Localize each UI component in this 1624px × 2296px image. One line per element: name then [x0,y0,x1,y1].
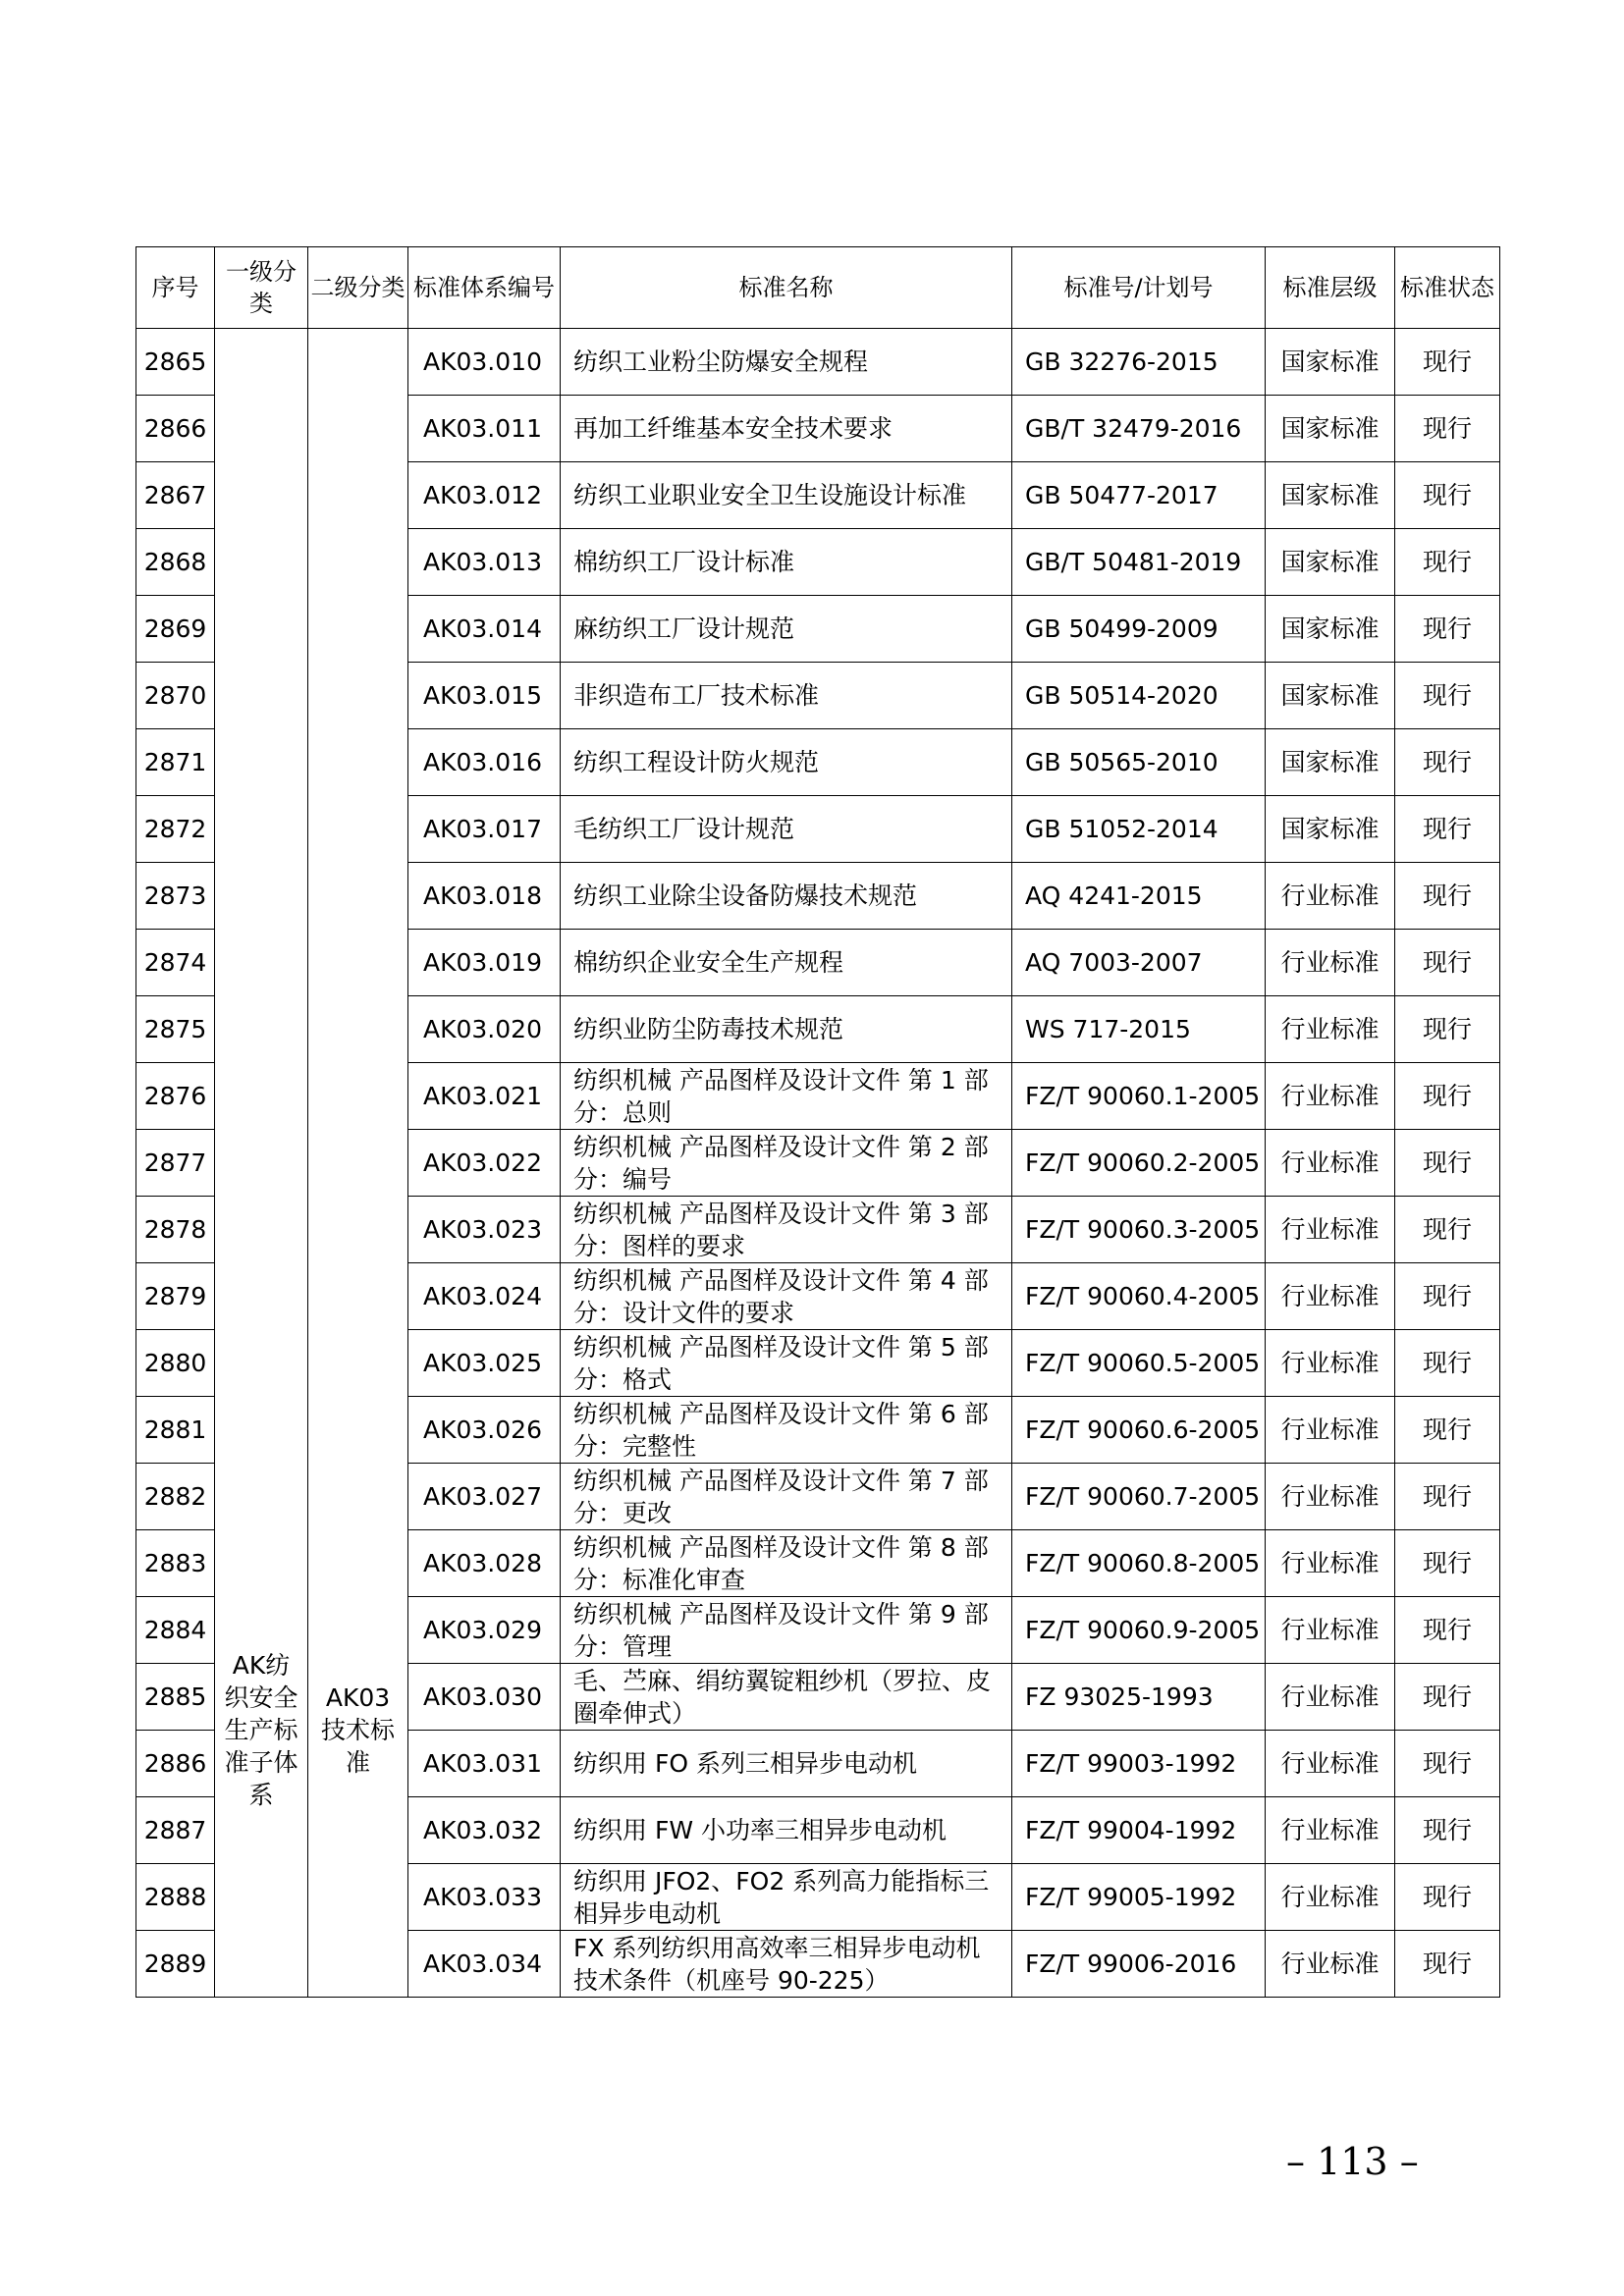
cell-number: AQ 4241-2015 [1012,863,1266,930]
cell-tier: 国家标准 [1266,729,1395,796]
cell-number: GB 32276-2015 [1012,329,1266,396]
cell-tier: 国家标准 [1266,796,1395,863]
cell-seq: 2870 [136,663,215,729]
cell-status: 现行 [1395,1130,1500,1197]
cell-code: AK03.025 [408,1330,561,1397]
cell-name: 纺织机械 产品图样及设计文件 第 2 部分：编号 [561,1130,1012,1197]
cell-status: 现行 [1395,1063,1500,1130]
cell-seq: 2885 [136,1664,215,1731]
cell-code: AK03.023 [408,1197,561,1263]
cell-tier: 国家标准 [1266,596,1395,663]
cell-tier: 行业标准 [1266,1597,1395,1664]
cell-number: FZ 93025-1993 [1012,1664,1266,1731]
cell-seq: 2886 [136,1731,215,1797]
cell-code: AK03.019 [408,930,561,996]
cell-seq: 2875 [136,996,215,1063]
cell-status: 现行 [1395,863,1500,930]
cell-number: FZ/T 90060.6-2005 [1012,1397,1266,1464]
cell-name: 纺织工业职业安全卫生设施设计标准 [561,462,1012,529]
cell-number: GB 50499-2009 [1012,596,1266,663]
cell-level1-blank [215,329,308,1464]
cell-code: AK03.012 [408,462,561,529]
cell-status: 现行 [1395,1330,1500,1397]
cell-name: 纺织机械 产品图样及设计文件 第 9 部分：管理 [561,1597,1012,1664]
cell-tier: 行业标准 [1266,1130,1395,1197]
cell-status: 现行 [1395,1197,1500,1263]
cell-status: 现行 [1395,596,1500,663]
cell-status: 现行 [1395,663,1500,729]
cell-seq: 2881 [136,1397,215,1464]
cell-code: AK03.031 [408,1731,561,1797]
cell-status: 现行 [1395,1664,1500,1731]
cell-tier: 行业标准 [1266,1263,1395,1330]
cell-tier: 行业标准 [1266,1397,1395,1464]
cell-number: FZ/T 90060.3-2005 [1012,1197,1266,1263]
cell-name: 纺织用 JFO2、FO2 系列高力能指标三相异步电动机 [561,1864,1012,1931]
cell-name: 纺织用 FO 系列三相异步电动机 [561,1731,1012,1797]
cell-name: 纺织用 FW 小功率三相异步电动机 [561,1797,1012,1864]
table-body [136,329,1500,1998]
cell-seq: 2877 [136,1130,215,1197]
cell-code: AK03.016 [408,729,561,796]
cell-name: 毛、苎麻、绢纺翼锭粗纱机（罗拉、皮圈牵伸式） [561,1664,1012,1731]
cell-code: AK03.027 [408,1464,561,1530]
cell-number: FZ/T 99004-1992 [1012,1797,1266,1864]
cell-seq: 2872 [136,796,215,863]
cell-seq: 2876 [136,1063,215,1130]
cell-name: 毛纺织工厂设计规范 [561,796,1012,863]
cell-seq: 2878 [136,1197,215,1263]
cell-name: 棉纺织工厂设计标准 [561,529,1012,596]
cell-tier: 行业标准 [1266,1063,1395,1130]
cell-seq: 2874 [136,930,215,996]
cell-tier: 行业标准 [1266,1664,1395,1731]
cell-tier: 行业标准 [1266,1330,1395,1397]
cell-code: AK03.024 [408,1263,561,1330]
cell-number: FZ/T 90060.8-2005 [1012,1530,1266,1597]
cell-tier: 国家标准 [1266,663,1395,729]
cell-level2-blank [308,329,408,1464]
cell-seq: 2880 [136,1330,215,1397]
cell-status: 现行 [1395,1263,1500,1330]
header-seq: 序号 [136,247,215,329]
standards-table [135,246,1500,1998]
cell-status: 现行 [1395,796,1500,863]
cell-status: 现行 [1395,996,1500,1063]
cell-number: FZ/T 99003-1992 [1012,1731,1266,1797]
cell-seq: 2884 [136,1597,215,1664]
cell-status: 现行 [1395,1731,1500,1797]
cell-tier: 行业标准 [1266,930,1395,996]
table-row [136,329,1500,396]
cell-seq: 2873 [136,863,215,930]
cell-code: AK03.011 [408,396,561,462]
cell-code: AK03.013 [408,529,561,596]
cell-seq: 2882 [136,1464,215,1530]
cell-code: AK03.010 [408,329,561,396]
cell-seq: 2879 [136,1263,215,1330]
cell-name: 纺织机械 产品图样及设计文件 第 6 部分：完整性 [561,1397,1012,1464]
table-header-row [136,247,1500,329]
cell-seq: 2889 [136,1931,215,1998]
cell-name: FX 系列纺织用高效率三相异步电动机技术条件（机座号 90-225） [561,1931,1012,1998]
table-row [136,1464,1500,1530]
cell-status: 现行 [1395,1931,1500,1998]
cell-tier: 行业标准 [1266,1530,1395,1597]
cell-status: 现行 [1395,529,1500,596]
cell-number: FZ/T 90060.7-2005 [1012,1464,1266,1530]
cell-status: 现行 [1395,1864,1500,1931]
cell-name: 纺织工程设计防火规范 [561,729,1012,796]
cell-number: AQ 7003-2007 [1012,930,1266,996]
cell-name: 纺织业防尘防毒技术规范 [561,996,1012,1063]
cell-number: FZ/T 90060.5-2005 [1012,1330,1266,1397]
cell-code: AK03.020 [408,996,561,1063]
cell-code: AK03.015 [408,663,561,729]
cell-name: 再加工纤维基本安全技术要求 [561,396,1012,462]
cell-name: 纺织机械 产品图样及设计文件 第 4 部分：设计文件的要求 [561,1263,1012,1330]
cell-number: GB 51052-2014 [1012,796,1266,863]
cell-code: AK03.022 [408,1130,561,1197]
cell-code: AK03.028 [408,1530,561,1597]
cell-tier: 行业标准 [1266,1931,1395,1998]
cell-code: AK03.029 [408,1597,561,1664]
cell-status: 现行 [1395,729,1500,796]
cell-number: WS 717-2015 [1012,996,1266,1063]
cell-status: 现行 [1395,1530,1500,1597]
cell-code: AK03.034 [408,1931,561,1998]
cell-name: 非织造布工厂技术标准 [561,663,1012,729]
cell-tier: 行业标准 [1266,1864,1395,1931]
cell-name: 棉纺织企业安全生产规程 [561,930,1012,996]
cell-number: FZ/T 99006-2016 [1012,1931,1266,1998]
cell-number: FZ/T 99005-1992 [1012,1864,1266,1931]
cell-code: AK03.018 [408,863,561,930]
cell-code: AK03.026 [408,1397,561,1464]
cell-number: FZ/T 90060.9-2005 [1012,1597,1266,1664]
cell-name: 纺织工业除尘设备防爆技术规范 [561,863,1012,930]
cell-code: AK03.030 [408,1664,561,1731]
cell-number: FZ/T 90060.2-2005 [1012,1130,1266,1197]
cell-code: AK03.017 [408,796,561,863]
header-level1: 一级分类 [215,247,308,329]
header-name: 标准名称 [561,247,1012,329]
cell-status: 现行 [1395,1597,1500,1664]
cell-number: GB 50514-2020 [1012,663,1266,729]
cell-number: FZ/T 90060.1-2005 [1012,1063,1266,1130]
cell-tier: 行业标准 [1266,1464,1395,1530]
cell-tier: 国家标准 [1266,329,1395,396]
cell-code: AK03.021 [408,1063,561,1130]
cell-number: GB/T 32479-2016 [1012,396,1266,462]
cell-code: AK03.014 [408,596,561,663]
cell-number: GB 50477-2017 [1012,462,1266,529]
header-level2: 二级分类 [308,247,408,329]
cell-status: 现行 [1395,329,1500,396]
cell-name: 纺织机械 产品图样及设计文件 第 8 部分：标准化审查 [561,1530,1012,1597]
cell-tier: 行业标准 [1266,1197,1395,1263]
cell-tier: 行业标准 [1266,996,1395,1063]
cell-tier: 国家标准 [1266,396,1395,462]
cell-tier: 国家标准 [1266,462,1395,529]
cell-name: 纺织机械 产品图样及设计文件 第 3 部分：图样的要求 [561,1197,1012,1263]
cell-number: GB 50565-2010 [1012,729,1266,796]
cell-code: AK03.032 [408,1797,561,1864]
cell-seq: 2865 [136,329,215,396]
cell-name: 纺织机械 产品图样及设计文件 第 5 部分：格式 [561,1330,1012,1397]
cell-seq: 2883 [136,1530,215,1597]
cell-seq: 2887 [136,1797,215,1864]
cell-name: 纺织机械 产品图样及设计文件 第 1 部分：总则 [561,1063,1012,1130]
cell-status: 现行 [1395,462,1500,529]
cell-tier: 国家标准 [1266,529,1395,596]
cell-seq: 2867 [136,462,215,529]
cell-status: 现行 [1395,930,1500,996]
cell-name: 纺织机械 产品图样及设计文件 第 7 部分：更改 [561,1464,1012,1530]
cell-seq: 2871 [136,729,215,796]
cell-seq: 2869 [136,596,215,663]
header-code: 标准体系编号 [408,247,561,329]
cell-tier: 行业标准 [1266,1797,1395,1864]
cell-seq: 2888 [136,1864,215,1931]
cell-status: 现行 [1395,1464,1500,1530]
cell-tier: 行业标准 [1266,1731,1395,1797]
page-number: – 113 – [1286,2140,1419,2183]
cell-status: 现行 [1395,1797,1500,1864]
cell-seq: 2868 [136,529,215,596]
cell-level1-category: AK纺织安全生产标准子体系 [215,1464,308,1998]
cell-seq: 2866 [136,396,215,462]
cell-status: 现行 [1395,396,1500,462]
cell-name: 纺织工业粉尘防爆安全规程 [561,329,1012,396]
cell-name: 麻纺织工厂设计规范 [561,596,1012,663]
cell-status: 现行 [1395,1397,1500,1464]
header-number: 标准号/计划号 [1012,247,1266,329]
header-tier: 标准层级 [1266,247,1395,329]
cell-tier: 行业标准 [1266,863,1395,930]
header-status: 标准状态 [1395,247,1500,329]
cell-number: FZ/T 90060.4-2005 [1012,1263,1266,1330]
cell-level2-category: AK03技术标准 [308,1464,408,1998]
cell-number: GB/T 50481-2019 [1012,529,1266,596]
cell-code: AK03.033 [408,1864,561,1931]
